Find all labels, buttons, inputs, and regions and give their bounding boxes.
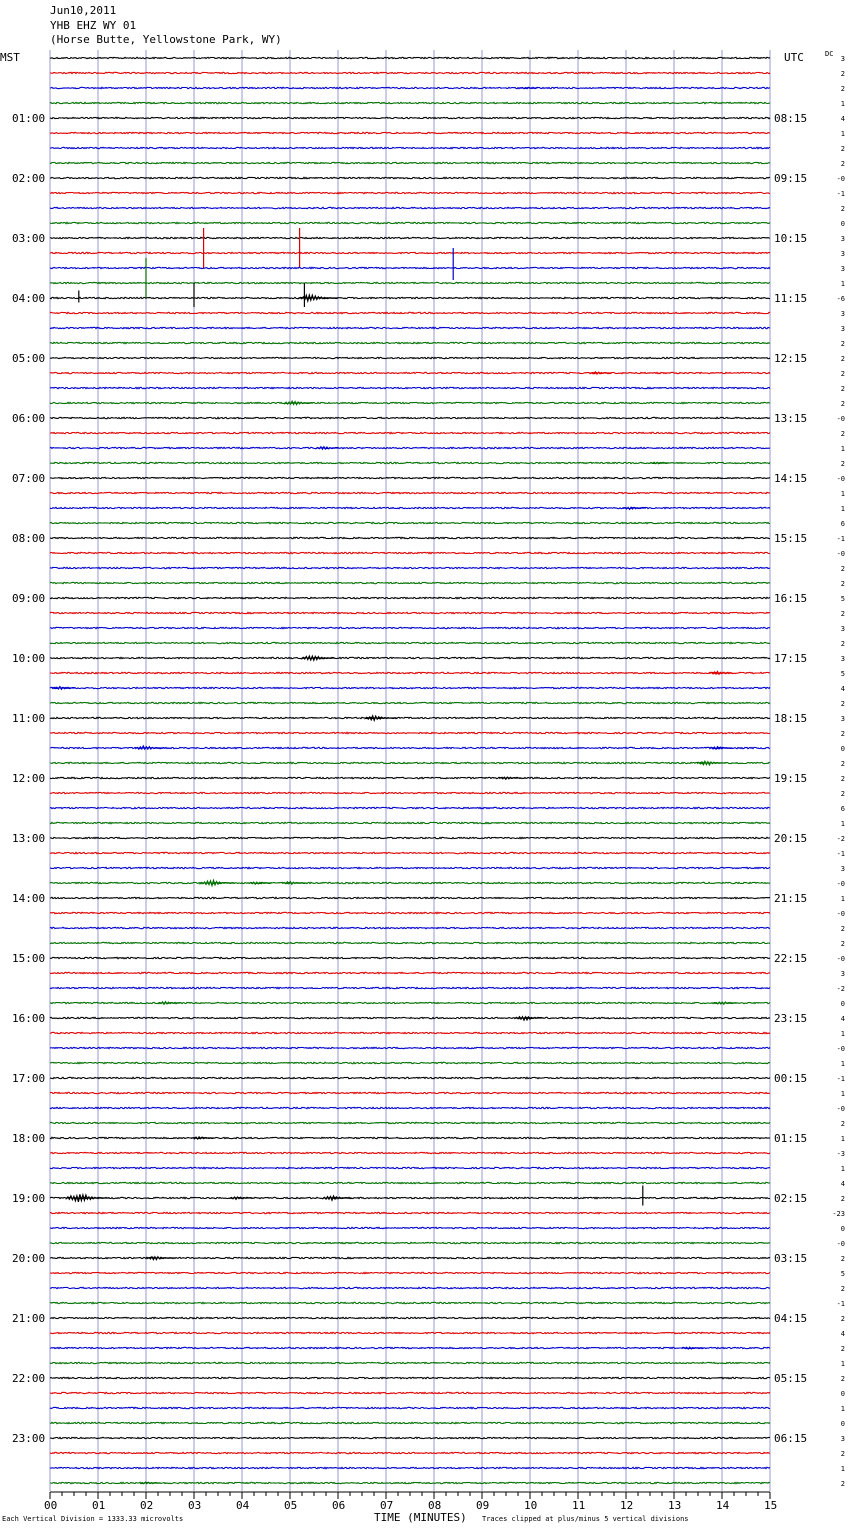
utc-label-5: 12:15 (774, 352, 808, 365)
dc-offset-row-69: 1 (840, 1090, 845, 1098)
trace-row-58 (50, 927, 770, 928)
utc-label-4: 11:15 (774, 292, 808, 305)
trace-row-9 (50, 192, 770, 193)
trace-row-14 (50, 267, 770, 268)
trace-row-8 (50, 177, 770, 178)
trace-row-52 (50, 837, 770, 838)
mst-label-9: 09:00 (12, 592, 46, 605)
dc-offset-row-52: -2 (836, 835, 845, 843)
event-row-44-0 (365, 716, 397, 720)
clip-note: Traces clipped at plus/minus 5 vertical divisions (482, 1515, 689, 1523)
trace-row-38 (50, 627, 770, 628)
trace-row-11 (50, 222, 770, 223)
x-tick-label-05: 05 (284, 1499, 298, 1512)
station-location: (Horse Butte, Yellowstone Park, WY) (50, 33, 282, 46)
dc-offset-row-54: 3 (840, 865, 845, 873)
dc-offset-row-77: -23 (832, 1210, 845, 1218)
mst-label-22: 22:00 (12, 1372, 46, 1385)
dc-offset-row-47: 2 (840, 760, 845, 768)
dc-offset-row-33: -0 (836, 550, 845, 558)
x-tick-label-04: 04 (236, 1499, 250, 1512)
trace-row-33 (50, 552, 770, 553)
mst-label-10: 10:00 (12, 652, 46, 665)
utc-label-6: 13:15 (774, 412, 808, 425)
utc-label-7: 14:15 (774, 472, 808, 485)
x-tick-label-15: 15 (764, 1499, 778, 1512)
trace-row-26 (50, 447, 770, 448)
dc-offset-row-83: -1 (836, 1300, 845, 1308)
dc-offset-row-51: 1 (840, 820, 845, 828)
trace-row-5 (50, 132, 770, 133)
utc-label-13: 20:15 (774, 832, 808, 845)
trace-row-32 (50, 537, 770, 538)
trace-row-85 (50, 1332, 770, 1333)
dc-offset-row-5: 1 (840, 130, 845, 138)
event-row-23-0 (285, 401, 314, 404)
event-row-30-0 (624, 507, 647, 509)
trace-row-71 (50, 1122, 770, 1123)
dc-offset-row-40: 3 (840, 655, 845, 663)
dc-offset-row-38: 3 (840, 625, 845, 633)
x-tick-label-01: 01 (92, 1499, 106, 1512)
x-tick-label-11: 11 (572, 1499, 586, 1512)
dc-offset-row-66: -0 (836, 1045, 845, 1053)
chart-date: Jun10,2011 (50, 4, 117, 17)
trace-row-10 (50, 207, 770, 208)
trace-row-53 (50, 852, 770, 853)
trace-row-55 (50, 882, 770, 883)
dc-offset-row-25: 2 (840, 430, 845, 438)
dc-offset-row-32: -1 (836, 535, 845, 543)
x-tick-label-00: 00 (44, 1499, 58, 1512)
trace-row-66 (50, 1047, 770, 1048)
trace-row-81 (50, 1272, 770, 1273)
dc-offset-row-20: 2 (840, 355, 845, 363)
dc-offset-row-95: 2 (840, 1480, 845, 1488)
dc-offset-row-4: 4 (840, 115, 845, 123)
mst-label-17: 17:00 (12, 1072, 46, 1085)
dc-offset-row-18: 3 (840, 325, 845, 333)
mst-label-6: 06:00 (12, 412, 46, 425)
trace-row-78 (50, 1227, 770, 1228)
dc-offset-row-8: -0 (836, 175, 845, 183)
dc-offset-row-46: 0 (840, 745, 845, 753)
trace-row-75 (50, 1182, 770, 1183)
mst-label-21: 21:00 (12, 1312, 46, 1325)
dc-offset-row-87: 1 (840, 1360, 845, 1368)
dc-offset-row-6: 2 (840, 145, 845, 153)
dc-offset-row-43: 2 (840, 700, 845, 708)
dc-offset-row-94: 1 (840, 1465, 845, 1473)
mst-label-7: 07:00 (12, 472, 46, 485)
dc-offset-row-74: 1 (840, 1165, 845, 1173)
trace-row-43 (50, 702, 770, 703)
station-id: YHB EHZ WY 01 (50, 18, 137, 32)
dc-offset-row-55: -0 (836, 880, 845, 888)
utc-label-10: 17:15 (774, 652, 808, 665)
trace-row-20 (50, 357, 770, 358)
trace-row-72 (50, 1137, 770, 1138)
trace-row-48 (50, 777, 770, 778)
trace-row-92 (50, 1437, 770, 1438)
trace-row-54 (50, 867, 770, 868)
mst-label-8: 08:00 (12, 532, 46, 545)
dc-offset-row-89: 0 (840, 1390, 845, 1398)
mst-label-5: 05:00 (12, 352, 46, 365)
mst-label-18: 18:00 (12, 1132, 46, 1145)
event-row-2-0 (521, 87, 538, 88)
mst-axis-label: MST (0, 51, 20, 64)
dc-offset-row-17: 3 (840, 310, 845, 318)
dc-offset-row-68: -1 (836, 1075, 845, 1083)
mst-label-15: 15:00 (12, 952, 46, 965)
dc-offset-row-57: -0 (836, 910, 845, 918)
dc-offset-row-50: 6 (840, 805, 845, 813)
x-tick-label-10: 10 (524, 1499, 538, 1512)
dc-offset-row-39: 2 (840, 640, 845, 648)
trace-row-47 (50, 762, 770, 763)
x-tick-label-03: 03 (188, 1499, 202, 1512)
trace-row-67 (50, 1062, 770, 1063)
mst-label-1: 01:00 (12, 112, 46, 125)
trace-row-41 (50, 672, 770, 673)
mst-label-14: 14:00 (12, 892, 46, 905)
trace-row-36 (50, 597, 770, 598)
dc-offset-row-7: 2 (840, 160, 845, 168)
mst-label-3: 03:00 (12, 232, 46, 245)
dc-offset-row-70: -0 (836, 1105, 845, 1113)
x-tick-label-02: 02 (140, 1499, 154, 1512)
dc-offset-row-2: 2 (840, 85, 845, 93)
event-row-76-2 (323, 1196, 352, 1200)
dc-offset-row-92: 3 (840, 1435, 845, 1443)
trace-row-70 (50, 1107, 770, 1108)
dc-offset-row-15: 1 (840, 280, 845, 288)
trace-row-17 (50, 312, 770, 313)
trace-row-49 (50, 792, 770, 793)
event-row-95-0 (141, 1482, 161, 1484)
dc-offset-row-10: 2 (840, 205, 845, 213)
dc-offset-row-34: 2 (840, 565, 845, 573)
x-tick-label-06: 06 (332, 1499, 346, 1512)
trace-row-57 (50, 912, 770, 913)
trace-row-64 (50, 1017, 770, 1018)
trace-row-18 (50, 327, 770, 328)
trace-row-3 (50, 102, 770, 103)
mst-label-20: 20:00 (12, 1252, 46, 1265)
dc-offset-labels (832, 55, 845, 1488)
dc-offset-row-62: -2 (836, 985, 845, 993)
trace-row-39 (50, 642, 770, 643)
trace-row-51 (50, 822, 770, 823)
trace-row-69 (50, 1092, 770, 1093)
x-tick-label-13: 13 (668, 1499, 682, 1512)
seismic-traces (50, 57, 770, 1483)
trace-row-34 (50, 567, 770, 568)
trace-row-74 (50, 1167, 770, 1168)
trace-row-0 (50, 57, 770, 58)
dc-offset-row-58: 2 (840, 925, 845, 933)
dc-offset-row-79: -0 (836, 1240, 845, 1248)
trace-row-45 (50, 732, 770, 733)
trace-row-91 (50, 1422, 770, 1423)
utc-label-22: 05:15 (774, 1372, 808, 1385)
dc-offset-row-41: 5 (840, 670, 845, 678)
utc-hour-labels (774, 112, 807, 1445)
x-tick-label-09: 09 (476, 1499, 490, 1512)
trace-row-4 (50, 117, 770, 118)
mst-label-16: 16:00 (12, 1012, 46, 1025)
utc-label-8: 15:15 (774, 532, 808, 545)
utc-label-19: 02:15 (774, 1192, 808, 1205)
dc-offset-row-84: 2 (840, 1315, 845, 1323)
event-row-42-0 (52, 687, 75, 690)
dc-offset-row-72: 1 (840, 1135, 845, 1143)
utc-label-15: 22:15 (774, 952, 808, 965)
trace-row-60 (50, 957, 770, 958)
dc-offset-row-14: 3 (840, 265, 845, 273)
dc-offset-row-56: 1 (840, 895, 845, 903)
utc-label-2: 09:15 (774, 172, 808, 185)
x-tick-label-12: 12 (620, 1499, 634, 1512)
trace-row-42 (50, 687, 770, 688)
trace-row-62 (50, 987, 770, 988)
trace-row-25 (50, 432, 770, 433)
dc-offset-row-75: 4 (840, 1180, 845, 1188)
utc-axis-label: UTC (784, 51, 804, 64)
mst-label-13: 13:00 (12, 832, 46, 845)
dc-offset-row-36: 5 (840, 595, 845, 603)
dc-offset-row-42: 4 (840, 685, 845, 693)
trace-row-50 (50, 807, 770, 808)
trace-row-1 (50, 72, 770, 73)
mst-label-4: 04:00 (12, 292, 46, 305)
dc-offset-row-85: 4 (840, 1330, 845, 1338)
x-tick-label-08: 08 (428, 1499, 442, 1512)
trace-row-22 (50, 387, 770, 388)
dc-offset-row-81: 5 (840, 1270, 845, 1278)
trace-row-30 (50, 507, 770, 508)
trace-row-13 (50, 252, 770, 253)
dc-offset-row-73: -3 (836, 1150, 845, 1158)
dc-offset-row-23: 2 (840, 400, 845, 408)
mst-label-19: 19:00 (12, 1192, 46, 1205)
dc-offset-row-9: -1 (836, 190, 845, 198)
event-row-55-0 (200, 880, 235, 885)
x-tick-label-14: 14 (716, 1499, 730, 1512)
trace-row-86 (50, 1347, 770, 1348)
trace-row-19 (50, 342, 770, 343)
event-row-46-1 (710, 747, 733, 750)
dc-offset-row-80: 2 (840, 1255, 845, 1263)
scale-note: Each Vertical Division = 1333.33 microvolts (2, 1515, 184, 1523)
mst-hour-labels (12, 112, 45, 1445)
trace-row-61 (50, 972, 770, 973)
dc-offset-row-35: 2 (840, 580, 845, 588)
trace-row-23 (50, 402, 770, 403)
dc-offset-row-37: 2 (840, 610, 845, 618)
dc-offset-row-64: 4 (840, 1015, 845, 1023)
utc-label-12: 19:15 (774, 772, 808, 785)
trace-row-28 (50, 477, 770, 478)
trace-row-21 (50, 372, 770, 373)
dc-offset-row-65: 1 (840, 1030, 845, 1038)
dc-offset-row-0: 3 (840, 55, 845, 63)
trace-row-2 (50, 87, 770, 88)
dc-offset-row-22: 2 (840, 385, 845, 393)
dc-offset-row-26: 1 (840, 445, 845, 453)
dc-offset-row-44: 3 (840, 715, 845, 723)
utc-label-23: 06:15 (774, 1432, 808, 1445)
utc-label-14: 21:15 (774, 892, 808, 905)
trace-row-76 (50, 1197, 770, 1198)
dc-offset-row-78: 0 (840, 1225, 845, 1233)
trace-row-65 (50, 1032, 770, 1033)
trace-row-56 (50, 897, 770, 898)
trace-row-6 (50, 147, 770, 148)
trace-row-84 (50, 1317, 770, 1318)
dc-offset-row-67: 1 (840, 1060, 845, 1068)
dc-offset-row-59: 2 (840, 940, 845, 948)
trace-row-68 (50, 1077, 770, 1078)
dc-offset-row-45: 2 (840, 730, 845, 738)
dc-column-label: DC (825, 50, 834, 58)
trace-row-82 (50, 1287, 770, 1288)
trace-row-88 (50, 1377, 770, 1378)
dc-offset-row-60: -0 (836, 955, 845, 963)
dc-offset-row-30: 1 (840, 505, 845, 513)
x-tick-label-07: 07 (380, 1499, 394, 1512)
utc-label-21: 04:15 (774, 1312, 808, 1325)
utc-label-11: 18:15 (774, 712, 808, 725)
dc-offset-row-71: 2 (840, 1120, 845, 1128)
dc-offset-row-21: 2 (840, 370, 845, 378)
dc-offset-row-3: 1 (840, 100, 845, 108)
trace-row-24 (50, 417, 770, 418)
dc-offset-row-90: 1 (840, 1405, 845, 1413)
trace-row-44 (50, 717, 770, 718)
trace-row-37 (50, 612, 770, 613)
dc-offset-row-24: -0 (836, 415, 845, 423)
trace-row-12 (50, 237, 770, 238)
dc-offset-row-29: 1 (840, 490, 845, 498)
trace-row-15 (50, 282, 770, 283)
utc-label-17: 00:15 (774, 1072, 808, 1085)
event-row-27-0 (650, 462, 670, 463)
trace-row-16 (50, 297, 770, 298)
dc-offset-row-11: 0 (840, 220, 845, 228)
event-row-76-0 (66, 1194, 110, 1202)
trace-row-73 (50, 1152, 770, 1153)
utc-label-1: 08:15 (774, 112, 808, 125)
dc-offset-row-53: -1 (836, 850, 845, 858)
trace-row-59 (50, 942, 770, 943)
utc-label-16: 23:15 (774, 1012, 808, 1025)
trace-row-94 (50, 1467, 770, 1468)
utc-label-18: 01:15 (774, 1132, 808, 1145)
dc-offset-row-48: 2 (840, 775, 845, 783)
mst-label-12: 12:00 (12, 772, 46, 785)
dc-offset-row-12: 3 (840, 235, 845, 243)
dc-offset-row-27: 2 (840, 460, 845, 468)
trace-row-90 (50, 1407, 770, 1408)
dc-offset-row-82: 2 (840, 1285, 845, 1293)
utc-label-9: 16:15 (774, 592, 808, 605)
minute-gridlines (50, 50, 770, 1491)
dc-offset-row-19: 2 (840, 340, 845, 348)
mst-label-2: 02:00 (12, 172, 46, 185)
dc-offset-row-61: 3 (840, 970, 845, 978)
event-row-63-1 (715, 1002, 738, 1004)
mst-label-23: 23:00 (12, 1432, 46, 1445)
dc-offset-row-13: 3 (840, 250, 845, 258)
trace-row-89 (50, 1392, 770, 1393)
dc-offset-row-16: -6 (836, 295, 845, 303)
dc-offset-row-91: 0 (840, 1420, 845, 1428)
dc-offset-row-31: 6 (840, 520, 845, 528)
dc-offset-row-63: 0 (840, 1000, 845, 1008)
utc-label-3: 10:15 (774, 232, 808, 245)
mst-label-11: 11:00 (12, 712, 46, 725)
trace-row-83 (50, 1302, 770, 1303)
trace-row-93 (50, 1452, 770, 1453)
dc-offset-row-86: 2 (840, 1345, 845, 1353)
dc-offset-row-88: 2 (840, 1375, 845, 1383)
dc-offset-row-1: 2 (840, 70, 845, 78)
dc-offset-row-93: 2 (840, 1450, 845, 1458)
trace-row-40 (50, 657, 770, 658)
dc-offset-row-76: 2 (840, 1195, 845, 1203)
trace-row-29 (50, 492, 770, 493)
trace-row-77 (50, 1212, 770, 1213)
dc-offset-row-28: -0 (836, 475, 845, 483)
trace-row-31 (50, 522, 770, 523)
x-axis-title: TIME (MINUTES) (374, 1511, 467, 1524)
dc-offset-row-49: 2 (840, 790, 845, 798)
trace-row-87 (50, 1362, 770, 1363)
trace-row-7 (50, 162, 770, 163)
utc-label-20: 03:15 (774, 1252, 808, 1265)
trace-row-35 (50, 582, 770, 583)
time-axis (44, 1492, 777, 1512)
trace-row-79 (50, 1242, 770, 1243)
